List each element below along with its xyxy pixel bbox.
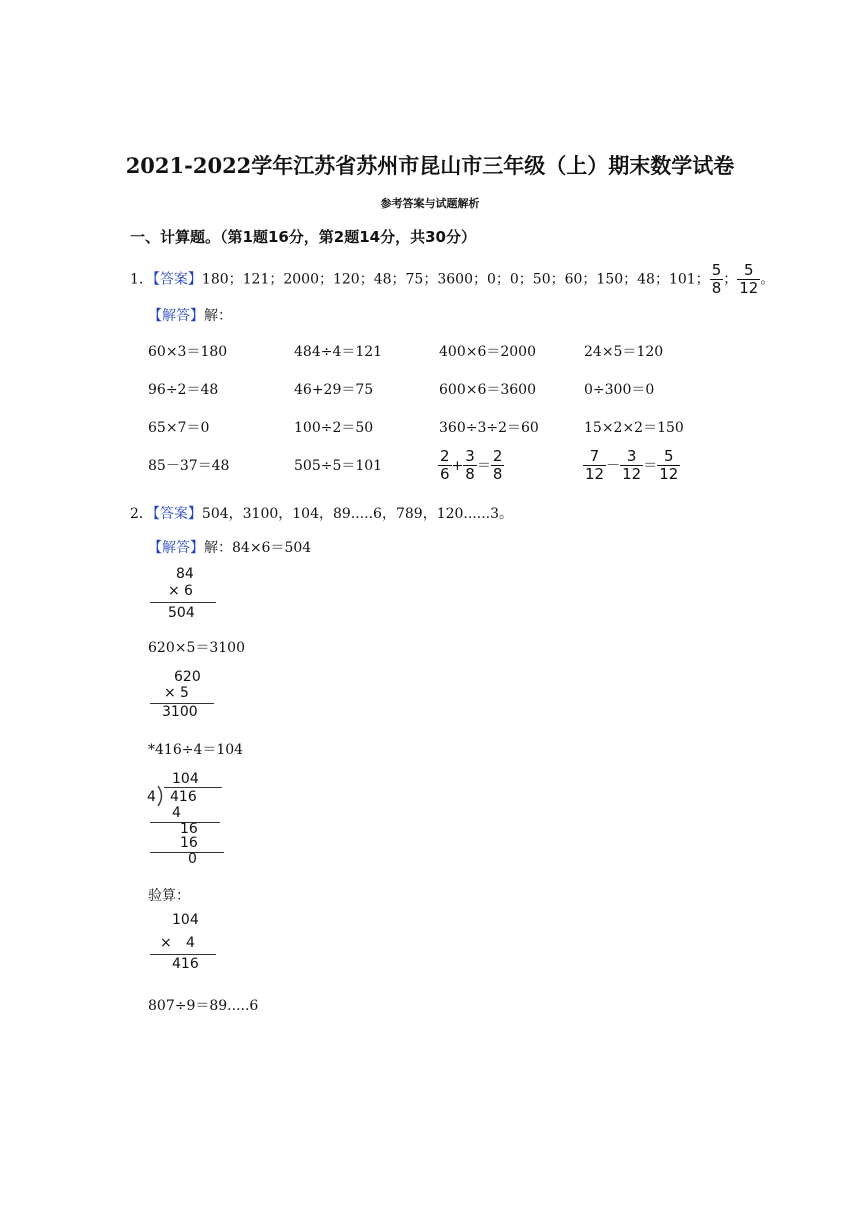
section-heading: 一、计算题。（第1题16分，第2题14分，共30分）: [130, 228, 476, 246]
fraction: $\frac{5}{12}$: [739, 261, 759, 297]
equation: 85－37＝48: [148, 458, 230, 474]
document-title: 2021-2022学年江苏省苏州市昆山市三年级（上）期末数学试卷: [125, 153, 735, 178]
vertical-top-number: 104: [172, 912, 199, 928]
fraction-equation: $\frac{2}{6}$ + $\frac{3}{8}$ ＝ $\frac{2}{8}$: [440, 447, 503, 483]
division-divisor: 4: [147, 789, 156, 805]
vertical-multiplier: 5: [180, 685, 189, 701]
equation: 807÷9＝89.....6: [148, 998, 259, 1014]
document-subtitle: 参考答案与试题解析: [380, 197, 480, 210]
calc-rule: [150, 954, 216, 955]
fraction: $\frac{7}{12}$: [585, 447, 605, 483]
q2-solution-line: 【解答】解：84×6＝504: [148, 540, 312, 556]
fraction: $\frac{2}{8}$: [492, 447, 503, 483]
answer-tag: 【答案】: [152, 271, 202, 288]
equation: 24×5＝120: [584, 344, 664, 360]
q1-answer-text: 180；121；2000；120；48；75；3600；0；0；50；60；150；48；101；: [201, 271, 710, 288]
equation: 620×5＝3100: [148, 640, 245, 656]
equation: 60×3＝180: [148, 344, 228, 360]
division-bar: [164, 787, 222, 788]
vertical-operator: ×: [160, 935, 172, 951]
vertical-operator: ×: [164, 685, 176, 701]
calc-rule: [150, 852, 224, 853]
vertical-result: 416: [172, 956, 199, 972]
check-label: 验算：: [148, 888, 190, 904]
q2-answer-line: [130, 503, 513, 523]
division-step: 4: [172, 805, 181, 821]
division-quotient: 104: [172, 771, 199, 787]
division-step: 16: [180, 821, 198, 837]
equation: 400×6＝2000: [439, 344, 536, 360]
equation: 96÷2＝48: [148, 382, 219, 398]
vertical-result: 3100: [162, 704, 198, 720]
equation: 46+29＝75: [294, 382, 374, 398]
answer-tag: 【答案】: [152, 506, 202, 522]
fraction-equation: $\frac{7}{12}$ － $\frac{3}{12}$ ＝ $\frac{5}{12}$: [585, 447, 679, 483]
equation: 65×7＝0: [148, 420, 210, 436]
equation: 100÷2＝50: [294, 420, 374, 436]
vertical-top-number: 620: [174, 669, 201, 685]
solution-tag: 【解答】: [148, 540, 204, 556]
equation: 0÷300＝0: [584, 382, 655, 398]
equation: 484÷4＝121: [294, 344, 383, 360]
q2-answer-text: 504，3100，104，89.....6，789，120......3。: [201, 506, 514, 522]
q2-number: 2．: [130, 506, 153, 522]
division-step: 16: [180, 835, 198, 851]
solution-tag: 【解答】: [148, 308, 204, 324]
equation: 15×2×2＝150: [584, 420, 684, 436]
equation: 600×6＝3600: [439, 382, 536, 398]
division-dividend: 416: [170, 789, 197, 805]
q1-number: 1．: [130, 271, 153, 288]
fraction: $\frac{3}{12}$: [622, 447, 642, 483]
equation: 505÷5＝101: [294, 458, 383, 474]
vertical-multiplier: 6: [184, 583, 193, 599]
vertical-result: 504: [168, 605, 195, 621]
calc-rule: [150, 602, 216, 603]
fraction: $\frac{3}{8}$: [465, 447, 475, 483]
fraction: $\frac{5}{8}$: [711, 261, 722, 297]
equation: *416÷4＝104: [148, 742, 244, 758]
division-remainder: 0: [188, 851, 197, 867]
q1-answer-line: 1．【答案】180；121；2000；120；48；75；3600；0；0；50；60；150；48；101； $\frac{5}{8}$ ； $\frac{5}{12}$ 。: [130, 261, 775, 297]
equation: 360÷3÷2＝60: [439, 420, 539, 436]
vertical-multiplier: 4: [186, 935, 195, 951]
q1-solution-label: 【解答】解：: [148, 308, 232, 324]
division-bracket-icon: [156, 785, 166, 807]
fraction: $\frac{5}{12}$: [659, 447, 679, 483]
vertical-top-number: 84: [176, 566, 194, 582]
vertical-operator: ×: [168, 583, 180, 599]
fraction: $\frac{2}{6}$: [440, 447, 450, 483]
